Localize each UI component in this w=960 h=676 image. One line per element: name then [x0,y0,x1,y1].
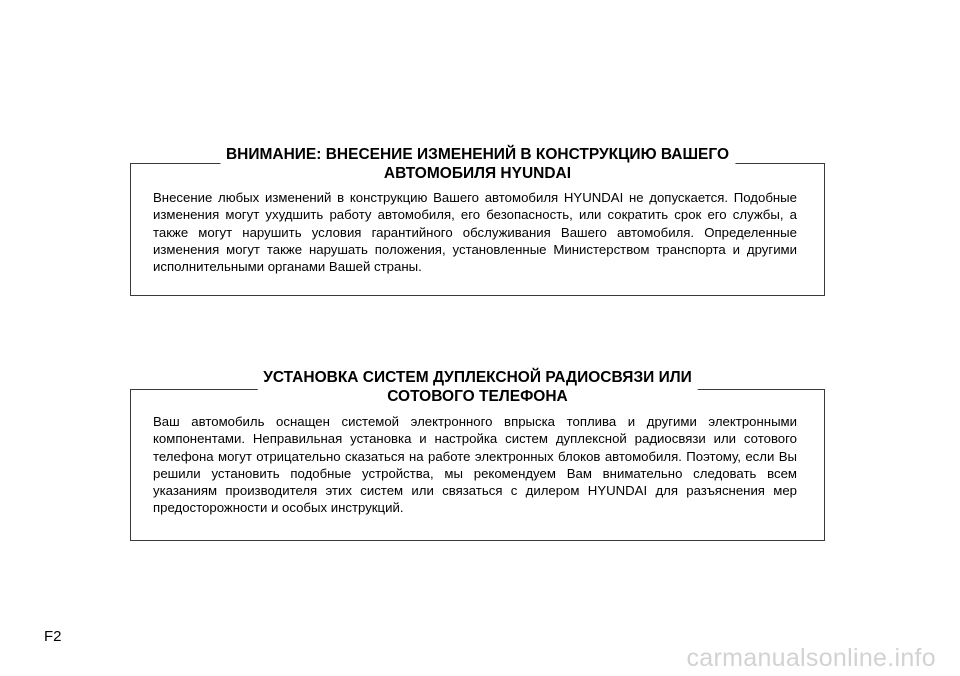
notice-title [257,368,698,406]
notice-body-text: Ваш автомобиль оснащен системой электронного впрыска топлива и другими электронными компонентами. Неправильная установка и настройка систем дуплексной радиосвязи или сотового телефона могут отрицательно сказаться на работе электронных блоков автомобиля. Поэтому, если Вы решили установить подобные устройства, мы рекомендуем Вам внимательно следовать всем указаниям производителя этих систем или связаться с дилером HYUNDAI для разъяснения мер предосторожности и особых инструкций. [153,414,797,516]
notice-title-line-2: АВТОМОБИЛЯ HYUNDAI [383,165,572,182]
notice-title-line-1: ВНИМАНИЕ: ВНЕСЕНИЕ ИЗМЕНЕНИЙ В КОНСТРУКЦИЮ ВАШЕГО [225,146,730,163]
notice-body-text: Внесение любых изменений в конструкцию Вашего автомобиля HYUNDAI не допускается. Подобные изменения могут ухудшить работу автомобиля, его безопасность, или сократить срок его службы, а также могут нарушить условия гарантийного обслуживания Вашего автомобиля. Определенные изменения могут также нарушать положения, установленные Министерством транспорта и другими исполнительными органами Вашей страны. [153,190,797,275]
notice-box-radio-installation [130,369,825,541]
notice-title [220,145,735,183]
notice-box-modifications [130,146,825,296]
notice-title-line-1: УСТАНОВКА СИСТЕМ ДУПЛЕКСНОЙ РАДИОСВЯЗИ ИЛИ [263,369,692,386]
page-number: F2 [44,628,62,645]
notice-title-line-2: СОТОВОГО ТЕЛЕФОНА [387,388,568,405]
watermark: carmanualsonline.info [686,644,936,672]
